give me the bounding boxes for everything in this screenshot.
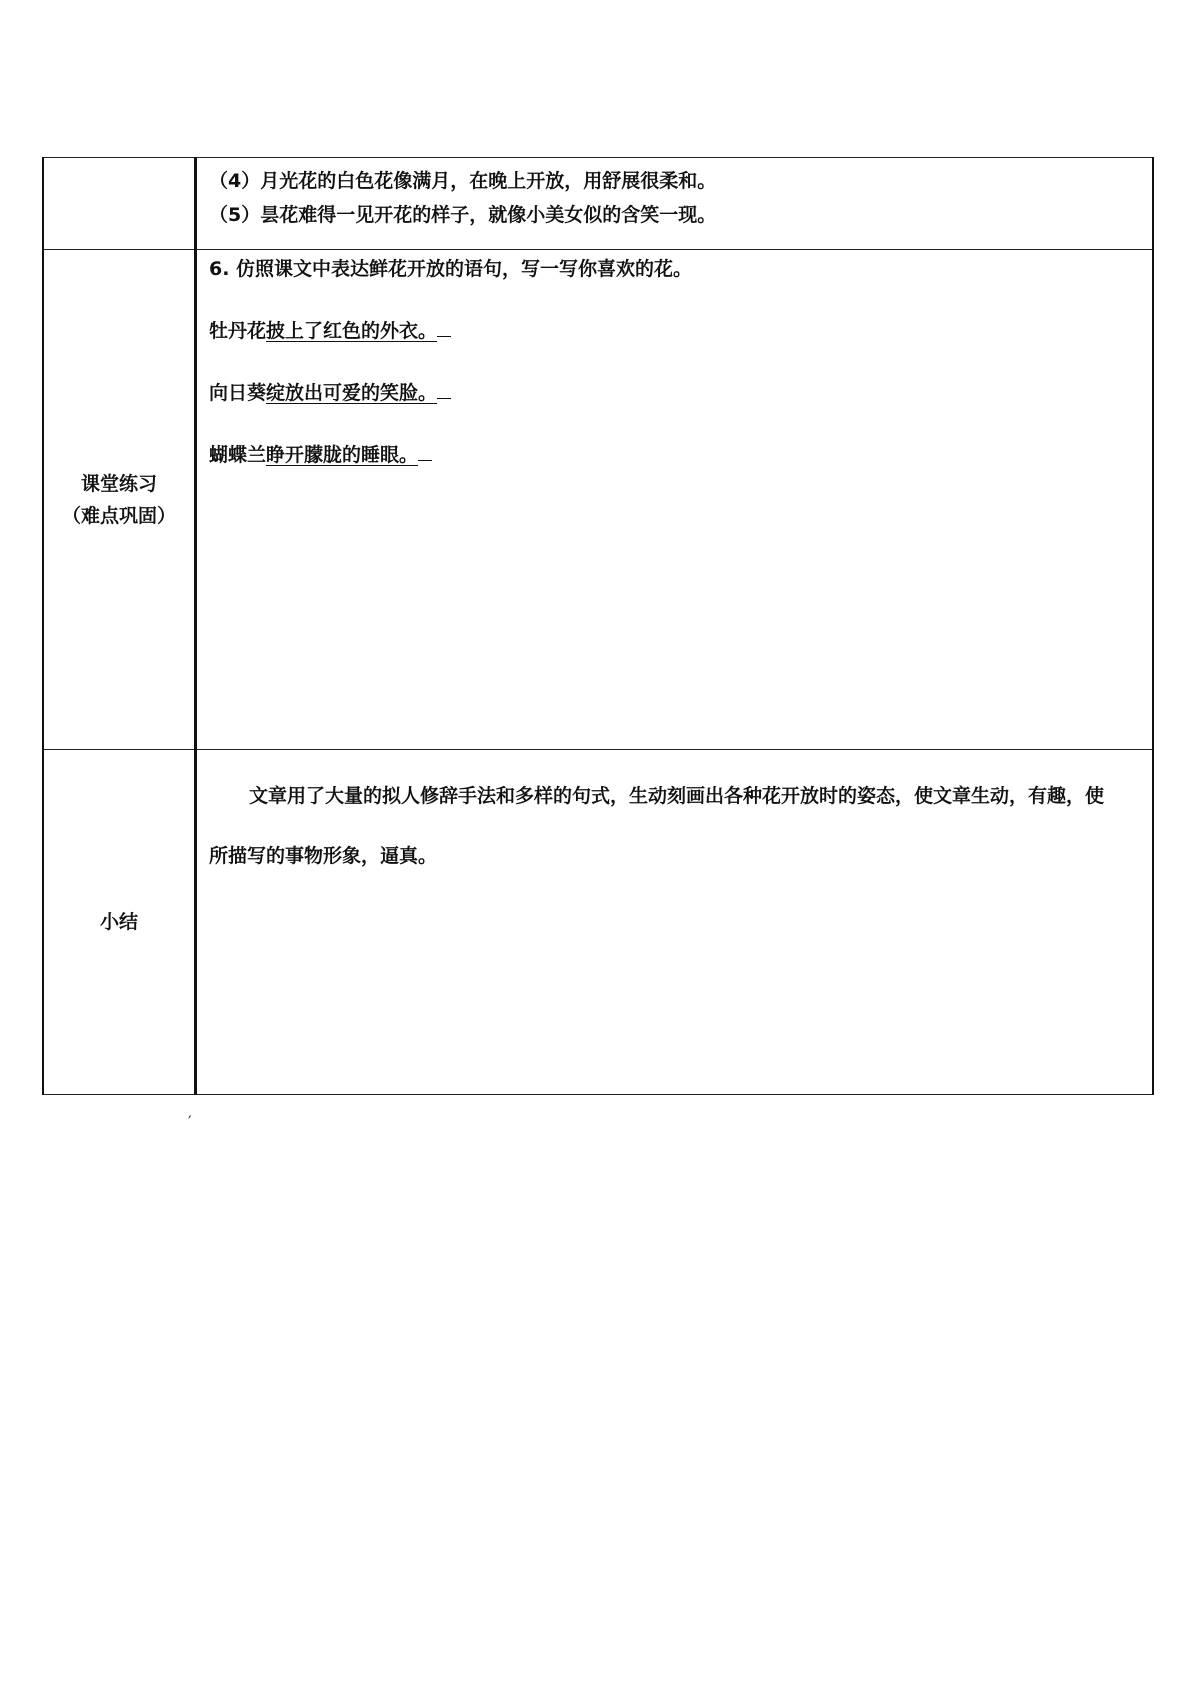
answer-line-5: （5）昙花难得一见开花的样子，就像小美女似的含笑一现。 (209, 204, 717, 226)
label-line: 课堂练习 (80, 472, 157, 495)
content-cell-answers (196, 158, 1154, 250)
example-sentence (209, 376, 1140, 410)
content-cell-summary (196, 750, 1154, 1095)
example-predicate: 披上了红色的外衣。 (266, 320, 438, 342)
table-row (43, 750, 1153, 1095)
example-sentence (209, 438, 1140, 472)
table-row (43, 158, 1153, 250)
label-line: （难点巩固） (61, 504, 176, 527)
answer-line-4: （4）月光花的白色花像满月，在晚上开放，用舒展很柔和。 (209, 170, 717, 192)
table-row (43, 250, 1153, 750)
example-predicate: 睁开朦胧的睡眼。 (266, 444, 419, 466)
row-label-empty (43, 158, 196, 250)
example-subject: 牡丹花 (209, 320, 267, 342)
lesson-plan-table (42, 157, 1154, 1095)
example-predicate: 绽放出可爱的笑脸。 (266, 382, 438, 404)
row-label-summary (43, 750, 196, 1095)
label-line: 小结 (99, 911, 138, 933)
row-label-classroom-practice (43, 250, 196, 750)
underline-tail (437, 380, 451, 399)
example-subject: 蝴蝶兰 (209, 444, 267, 466)
underline-tail (437, 318, 451, 337)
example-subject: 向日葵 (209, 382, 267, 404)
underline-tail (418, 442, 432, 461)
summary-text: 文章用了大量的拟人修辞手法和多样的句式，生动刻画出各种花开放时的姿态，使文章生动，有趣，使 (249, 785, 1105, 807)
stray-mark: ′ (188, 1112, 192, 1131)
summary-text-continued: 所描写的事物形象，逼真。 (209, 845, 438, 867)
content-cell-practice (196, 250, 1154, 750)
example-sentence (209, 314, 1140, 348)
question-text: 6. 仿照课文中表达鲜花开放的语句，写一写你喜欢的花。 (209, 258, 693, 280)
